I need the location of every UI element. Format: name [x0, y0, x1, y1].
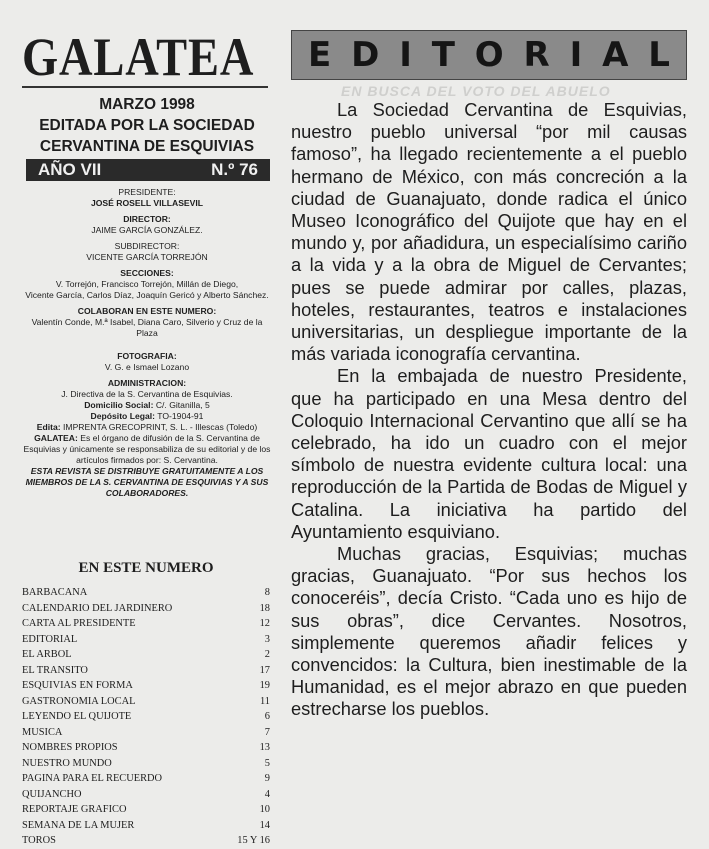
- credit-value: J. Directiva de la S. Cervantina de Esquivias.: [61, 389, 233, 399]
- toc-item-name: SEMANA DE LA MUJER: [22, 819, 135, 831]
- toc-item-page: 12: [259, 618, 270, 629]
- publisher-line: CERVANTINA DE ESQUIVIAS: [39, 138, 255, 155]
- distribution-notice: COLABORADORES.: [105, 488, 189, 498]
- toc-item-page: 4: [264, 788, 270, 800]
- show-through-text: EN BUSCA DEL VOTO DEL ABUELO: [341, 83, 611, 99]
- credit-label: SUBDIRECTOR:: [114, 241, 180, 251]
- toc-item: [22, 585, 270, 601]
- toc-item: [22, 632, 270, 648]
- issue-bar: [26, 159, 270, 181]
- toc-item-page: 2: [264, 649, 270, 660]
- toc-item-name: EL ARBOL: [22, 649, 72, 660]
- toc-item-page: 6: [264, 711, 270, 722]
- toc-item: [22, 616, 270, 632]
- masthead: [22, 27, 272, 499]
- toc-item: [22, 802, 270, 818]
- credit-value: Vicente García, Carlos Díaz, Joaquín Gericó y Alberto Sánchez.: [25, 290, 269, 300]
- toc-item: [22, 756, 270, 772]
- credit-value: JAIME GARCÍA GONZÁLEZ.: [91, 225, 203, 235]
- credit-label: DIRECTOR:: [123, 214, 171, 224]
- distribution-notice: ESTA REVISTA SE DISTRIBUYE GRATUITAMENTE A LOS: [30, 466, 264, 476]
- credit-value: Valentín Conde, M.ª Isabel, Diana Caro, Silverio y Cruz de la Plaza: [31, 317, 263, 338]
- credit-line: GALATEA: Es el órgano de difusión de la S. Cervantina de: [34, 433, 260, 443]
- toc-item-name: EDITORIAL: [22, 633, 78, 645]
- issue-number: N.º 76: [211, 160, 258, 179]
- toc-item-name: CALENDARIO DEL JARDINERO: [22, 602, 173, 614]
- issue-date: MARZO 1998: [99, 96, 195, 113]
- editorial-paragraph: En la embajada de nuestro Presidente, que ha participado en una Mesa dentro del Coloquio Internacional Cervantino que allí se ha celebrado, ha ido un cuadro con el mejor símbolo de nuestra evidente cultura local: una reproducción de la Partida de Bodas de Miguel y Catalina. La iniciativa ha partido del Ayuntamiento esquiviano.: [291, 365, 687, 542]
- editorial-text: [291, 99, 687, 721]
- toc-item-name: NUESTRO MUNDO: [22, 757, 112, 769]
- toc-item-page: 5: [264, 757, 270, 769]
- toc-item-name: ESQUIVIAS EN FORMA: [22, 680, 133, 691]
- banner-letter: L: [648, 35, 670, 75]
- credit-label: SECCIONES:: [120, 268, 174, 278]
- banner-letter: T: [431, 35, 455, 75]
- credit-value: artículos firmados por: S. Cervantina.: [76, 455, 218, 465]
- credit-line: Edita: IMPRENTA GRECOPRINT, S. L. - Illescas (Toledo): [36, 422, 258, 432]
- credit-label: PRESIDENTE:: [118, 187, 176, 197]
- distribution-notice: MIEMBROS DE LA S. CERVANTINA DE ESQUIVIAS Y A SUS: [25, 477, 269, 487]
- toc-item-name: PAGINA PARA EL RECUERDO: [22, 773, 163, 784]
- credit-value: JOSÉ ROSELL VILLASEVIL: [90, 198, 204, 208]
- toc-item: [22, 678, 270, 694]
- toc-item-page: 15 Y 16: [237, 835, 270, 846]
- toc-item: [22, 771, 270, 787]
- toc-item: [22, 694, 270, 710]
- toc-item-page: 18: [259, 602, 270, 614]
- toc-item: [22, 709, 270, 725]
- toc-title: EN ESTE NUMERO: [78, 560, 214, 576]
- toc-item: [22, 740, 270, 756]
- issue-year: AÑO VII: [38, 160, 102, 179]
- toc-item: [22, 787, 270, 803]
- credit-value: V. Torrejón, Francisco Torrejón, Millán de Diego,: [55, 279, 239, 289]
- credit-line: Depósito Legal: TO-1904-91: [90, 411, 204, 421]
- banner-letter: I: [399, 35, 412, 75]
- toc-item-page: 19: [259, 680, 270, 691]
- credit-value: VICENTE GARCÍA TORREJÓN: [86, 252, 208, 262]
- toc-item-page: 13: [259, 742, 270, 753]
- toc-item-page: 17: [259, 664, 270, 676]
- table-of-contents: [22, 560, 270, 849]
- banner-letter: O: [474, 35, 504, 75]
- credit-label: FOTOGRAFIA:: [117, 351, 177, 361]
- toc-item-page: 14: [259, 819, 270, 831]
- banner-letter: R: [523, 35, 550, 75]
- toc-item-page: 10: [259, 804, 270, 815]
- banner-letter: I: [569, 35, 583, 75]
- publication-info: [22, 94, 272, 157]
- toc-item-name: TOROS: [22, 835, 56, 846]
- publisher-line: EDITADA POR LA SOCIEDAD: [39, 117, 255, 134]
- toc-item: [22, 833, 270, 849]
- toc-item: [22, 647, 270, 663]
- banner-letter: D: [351, 35, 380, 75]
- toc-item-page: 8: [264, 587, 270, 598]
- toc-item-name: BARBACANA: [22, 587, 88, 598]
- toc-item-name: QUIJANCHO: [22, 788, 82, 800]
- credit-line: Domicilio Social: C/. Gitanilla, 5: [84, 400, 210, 410]
- toc-item-name: MUSICA: [22, 726, 63, 738]
- magazine-logo: GALATEA: [22, 27, 255, 87]
- credit-value: Esquivias y únicamente se responsabiliza de su editorial y de los: [23, 444, 271, 454]
- editorial-banner: [291, 30, 687, 80]
- toc-item-name: REPORTAJE GRAFICO: [22, 804, 127, 815]
- credit-label: COLABORAN EN ESTE NUMERO:: [77, 306, 217, 316]
- toc-item-name: EL TRANSITO: [22, 664, 88, 676]
- toc-item: [22, 663, 270, 679]
- toc-item-name: LEYENDO EL QUIJOTE: [22, 711, 132, 722]
- toc-item: [22, 601, 270, 617]
- toc-item-name: NOMBRES PROPIOS: [22, 742, 118, 753]
- toc-item-page: 7: [264, 726, 270, 738]
- banner-letter: E: [308, 35, 332, 75]
- toc-item-page: 9: [264, 773, 270, 784]
- toc-item-page: 3: [264, 633, 270, 645]
- toc-list: [22, 585, 270, 849]
- banner-letter: A: [602, 35, 629, 75]
- toc-item-name: GASTRONOMIA LOCAL: [22, 695, 136, 707]
- editorial-paragraph: Muchas gracias, Esquivias; muchas gracias, Guanajuato. “Por sus hechos los conoceréis”, decía Cristo. “Cada uno es hijo de sus obras”, dice Cervantes. Nosotros, simplemente queremos añadir felices y convencidos: la Cultura, bien inestimable de la Humanidad, es el mejor abrazo en que pueden estrecharse los pueblos.: [291, 543, 687, 720]
- credit-value: V. G. e Ismael Lozano: [104, 362, 190, 372]
- editorial-column: [291, 30, 687, 721]
- toc-item: [22, 725, 270, 741]
- toc-item-name: CARTA AL PRESIDENTE: [22, 618, 136, 629]
- staff-credits: [22, 187, 272, 499]
- credit-label: ADMINISTRACION:: [107, 378, 187, 388]
- editorial-paragraph: La Sociedad Cervantina de Esquivias, nuestro pueblo universal “por mil causas famoso”, ha llegado recientemente a el pueblo hermano de México, con más concreción a la ciudad de Guanajuato, donde radica el único Museo Iconográfico del Quijote que hay en el mundo y, por añadidura, un especialísimo cariño a la vida y a la obra de Miguel de Cervantes; pues se puede admirar por calles, plazas, hoteles, restaurantes, teatros e instalaciones universitarias, un despliegue importante de la más variada iconografía cervantina.: [291, 99, 687, 365]
- toc-item-page: 11: [259, 695, 270, 707]
